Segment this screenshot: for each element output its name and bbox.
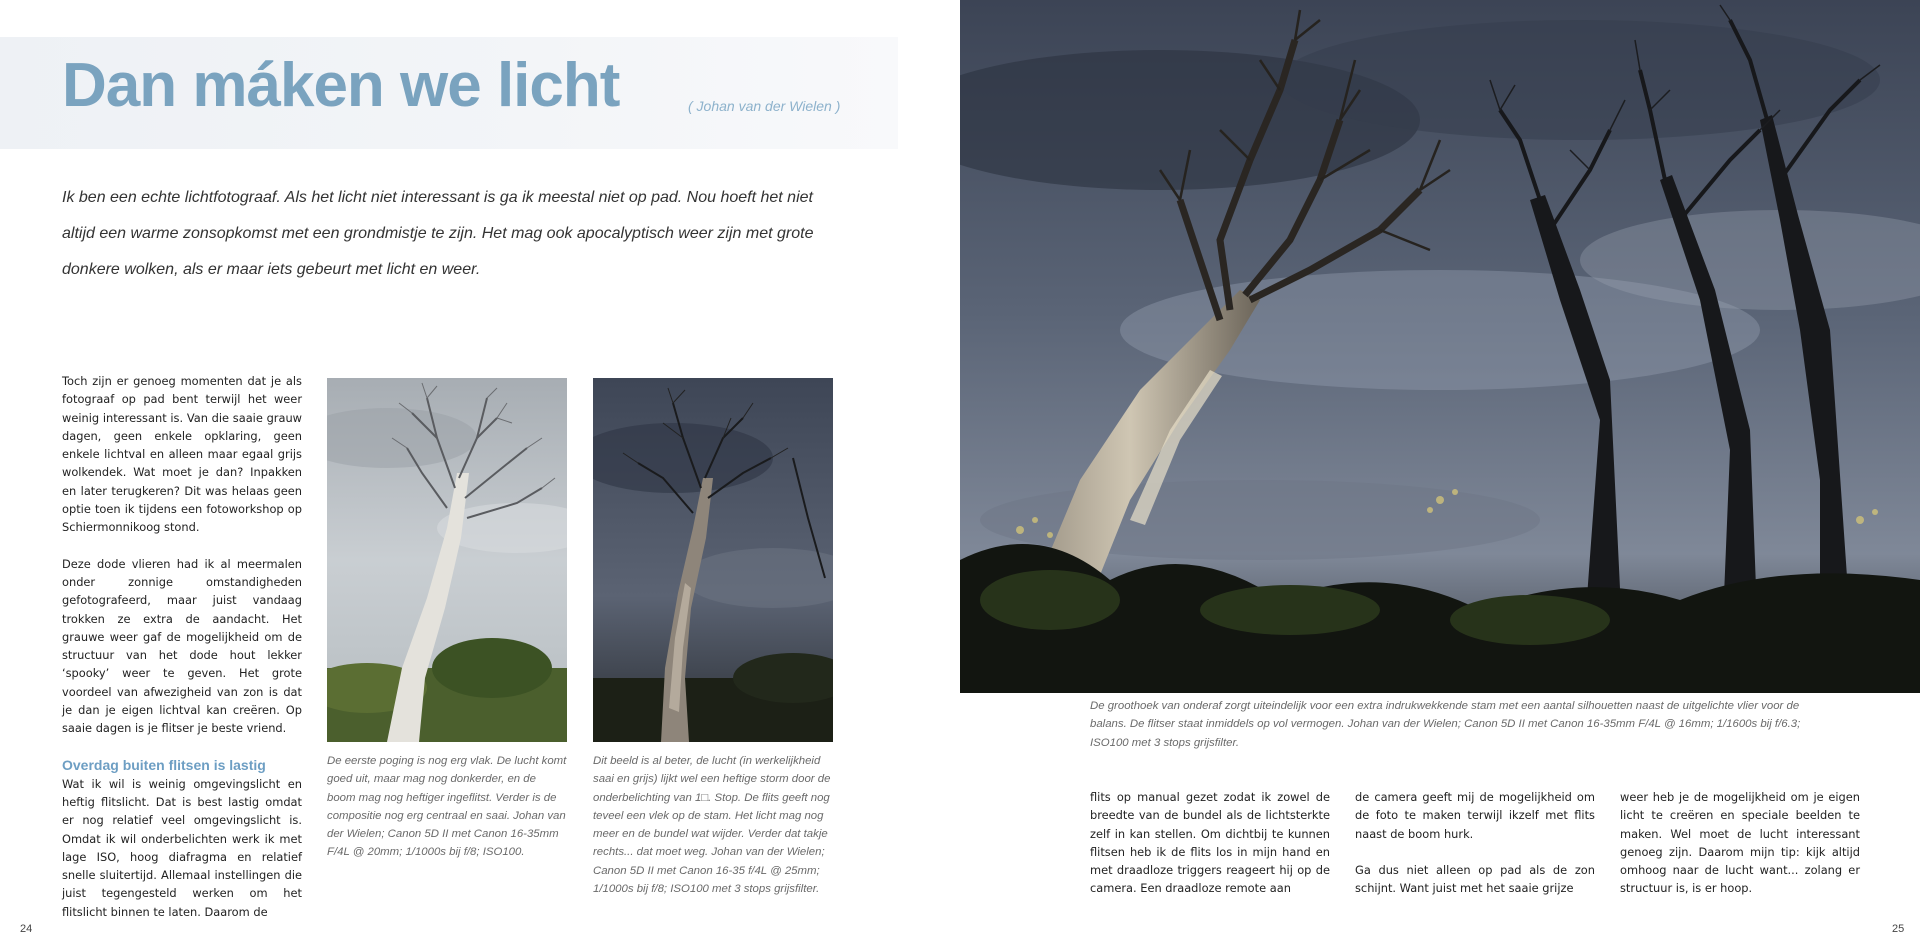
photo-dead-tree-dark-sky [593,378,833,742]
page-number-right: 25 [1892,923,1905,935]
body-paragraph-2: Deze dode vlieren had ik al meermalen onder zonnige omstandigheden gefotografeerd, maar juist vandaag trokken ze extra de aandacht. Het grauwe weer gaf de mogelijkheid om de structuur van het dode hout lekker ‘spooky’ weer te geven. Het grote voordeel van afwezigheid van zon is dat je dan je eigen lichtval kan creëren. Op saaie dagen is je flitser je beste vriend. [62,556,302,736]
right-col-1-text: flits op manual gezet zodat ik zowel de breedte van de bundel als de lichtsterkte zelf in kan stellen. Om dichtbij te kunnen flitsen heb ik de flits los in mijn hand en met draadloze triggers reageert hij op de camera. Een draadloze remote aan [1090,790,1330,896]
photo-1-caption: De eerste poging is nog erg vlak. De lucht komt goed uit, maar mag nog donkerder, en de boom mag nog heftiger ingeflitst. Verder is de compositie nog erg centraal en saai. Johan van der Wielen; Canon 5D II met Canon 16-35mm F/4L @ 20mm; 1/1000s bij f/8; ISO100. [327,755,567,859]
right-page [960,0,1920,951]
photo-2-caption: Dit beeld is al beter, de lucht (in werkelijkheid saai en grijs) lijkt wel een heftige storm door de onderbelichting van 1□. Stop. De flits geeft nog teveel een vlek op de stam. Het licht mag nog meer en de bundel wat wijder. Verder dat takje rechts... dat moet weg. Johan van der Wielen; Canon 5D II met Canon 16-35 f/4L @ 25mm; 1/1000s bij f/8; ISO100 met 3 stops grijsfilter. [593,755,831,896]
right-col-2-text-b: Ga dus niet alleen op pad als de zon schijnt. Want juist met het saaie grijze [1355,862,1595,896]
right-col-2-text-a: de camera geeft mij de mogelijkheid om de foto te maken terwijl ikzelf met flits naast de boom hurk. [1355,790,1595,841]
right-text-column-1 [1090,788,1330,898]
main-photo-caption: De groothoek van onderaf zorgt uiteindelijk voor een extra indrukwekkende stam met een aantal silhouetten naast de uitgelichte vlier voor de balans. De flitser staat inmiddels op vol vermogen. Johan van der Wielen; Canon 5D II met Canon 16-35mm F/4L @ 16mm; 1/1600s bij f/6.3; ISO100 met 3 stops grijsfilter. [1090,700,1801,749]
body-paragraph-3: Wat ik wil is weinig omgevingslicht en heftig flitslicht. Dat is best lastig omdat er nog relatief veel omgevingslicht is. Omdat ik wil onderbelichten werk ik met lage ISO, hoog diafragma en relatief snelle sluitertijd. Allemaal instellingen die juist tegengesteld werken om het flitslicht binnen te laten. Daarom de [62,776,302,919]
intro-paragraph: Ik ben een echte lichtfotograaf. Als het licht niet interessant is ga ik meestal niet op pad. Nou hoeft het niet altijd een warme zonsopkomst met een grondmistje te zijn. Het mag ook apocalyptisch weer zijn met grote donkere wolken, als er maar iets gebeurt met licht en weer. [62,189,814,278]
left-text-column [62,372,302,921]
right-text-column-3 [1620,788,1860,898]
right-text-column-2 [1355,788,1595,897]
page-number-left: 24 [20,923,33,935]
subheading: Overdag buiten flitsen is lastig [62,756,266,773]
article-author: ( Johan van der Wielen ) [688,98,841,114]
article-title: Dan máken we licht [62,51,620,120]
photo-dead-tree-low-angle [960,0,1920,693]
photo-dead-tree-grey-sky [327,378,567,742]
body-paragraph-1: Toch zijn er genoeg momenten dat je als fotograaf op pad bent terwijl het weer weinig interessant is. Van die saaie grauw dagen, geen enkele opklaring, geen enkele lichtval en alleen maar egaal grijs wolkendek. Wat moet je dan? Inpakken en later terugkeren? Dit was helaas geen optie toen ik tijdens een fotoworkshop op Schiermonnikoog stond. [62,374,302,535]
right-col-3-text: weer heb je de mogelijkheid om je eigen licht te creëren en speciale beelden te maken. Wel moet de lucht interessant genoeg zijn. Daarom mijn tip: kijk altijd omhoog naar de lucht want... zolang er structuur is, is er hoop. [1620,790,1860,896]
